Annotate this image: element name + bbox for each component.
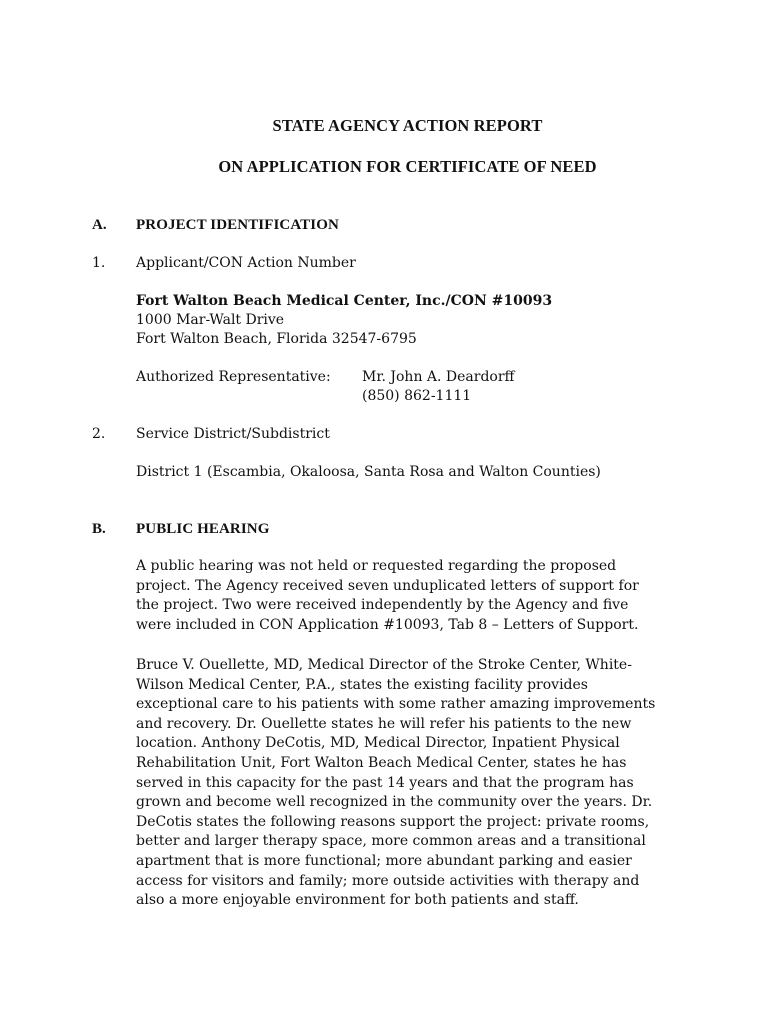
paragraph-line: exceptional care to his patients with some rather amazing improvements bbox=[136, 696, 656, 713]
paragraph-line: and recovery. Dr. Ouellette states he will refer his patients to the new bbox=[136, 715, 632, 732]
item-2-marker: 2. bbox=[92, 426, 106, 442]
paragraph-line: Bruce V. Ouellette, MD, Medical Director of the Stroke Center, White- bbox=[136, 657, 632, 673]
paragraph-line: Rehabilitation Unit, Fort Walton Beach Medical Center, states he has bbox=[136, 754, 627, 771]
section-a-heading: PROJECT IDENTIFICATION bbox=[136, 217, 339, 233]
applicant-name: Fort Walton Beach Medical Center, Inc./CON #10093 bbox=[136, 293, 553, 309]
paragraph-line: apartment that is more functional; more abundant parking and easier bbox=[136, 852, 632, 869]
paragraph-line: the project. Two were received independently by the Agency and five bbox=[136, 597, 629, 614]
paragraph-line: also a more enjoyable environment for both patients and staff. bbox=[136, 892, 579, 909]
paragraph-line: were included in CON Application #10093, Tab 8 – Letters of Support. bbox=[136, 616, 639, 633]
report-title: STATE AGENCY ACTION REPORT bbox=[272, 116, 543, 135]
item-2-label: Service District/Subdistrict bbox=[136, 426, 330, 442]
paragraph-line: project. The Agency received seven unduplicated letters of support for bbox=[136, 577, 639, 594]
paragraph-line: DeCotis states the following reasons support the project: private rooms, bbox=[136, 813, 650, 830]
item-1-marker: 1. bbox=[92, 255, 106, 271]
paragraph-line: Wilson Medical Center, P.A., states the existing facility provides bbox=[136, 676, 588, 693]
service-district-value: District 1 (Escambia, Okaloosa, Santa Rosa and Walton Counties) bbox=[136, 464, 601, 480]
section-a-marker: A. bbox=[92, 217, 107, 233]
report-subtitle: ON APPLICATION FOR CERTIFICATE OF NEED bbox=[218, 157, 597, 176]
address-line-2: Fort Walton Beach, Florida 32547-6795 bbox=[136, 331, 417, 347]
section-b-heading: PUBLIC HEARING bbox=[136, 521, 270, 537]
paragraph-line: better and larger therapy space, more common areas and a transitional bbox=[136, 833, 646, 850]
address-line-1: 1000 Mar-Walt Drive bbox=[136, 312, 285, 328]
paragraph-line: access for visitors and family; more outside activities with therapy and bbox=[136, 872, 640, 889]
paragraph-line: location. Anthony DeCotis, MD, Medical Director, Inpatient Physical bbox=[136, 735, 620, 752]
paragraph-line: A public hearing was not held or requested regarding the proposed bbox=[136, 558, 617, 574]
public-hearing-paragraph-2 bbox=[136, 656, 696, 911]
paragraph-line: grown and become well recognized in the community over the years. Dr. bbox=[136, 794, 653, 811]
authorized-rep-name: Mr. John A. Deardorff bbox=[362, 369, 515, 385]
public-hearing-paragraph-1 bbox=[136, 557, 696, 635]
paragraph-line: served in this capacity for the past 14 years and that the program has bbox=[136, 774, 634, 791]
authorized-rep-label: Authorized Representative: bbox=[136, 369, 331, 385]
item-1-label: Applicant/CON Action Number bbox=[136, 255, 356, 271]
authorized-rep-phone: (850) 862-1111 bbox=[362, 388, 472, 404]
section-b-marker: B. bbox=[92, 521, 106, 537]
